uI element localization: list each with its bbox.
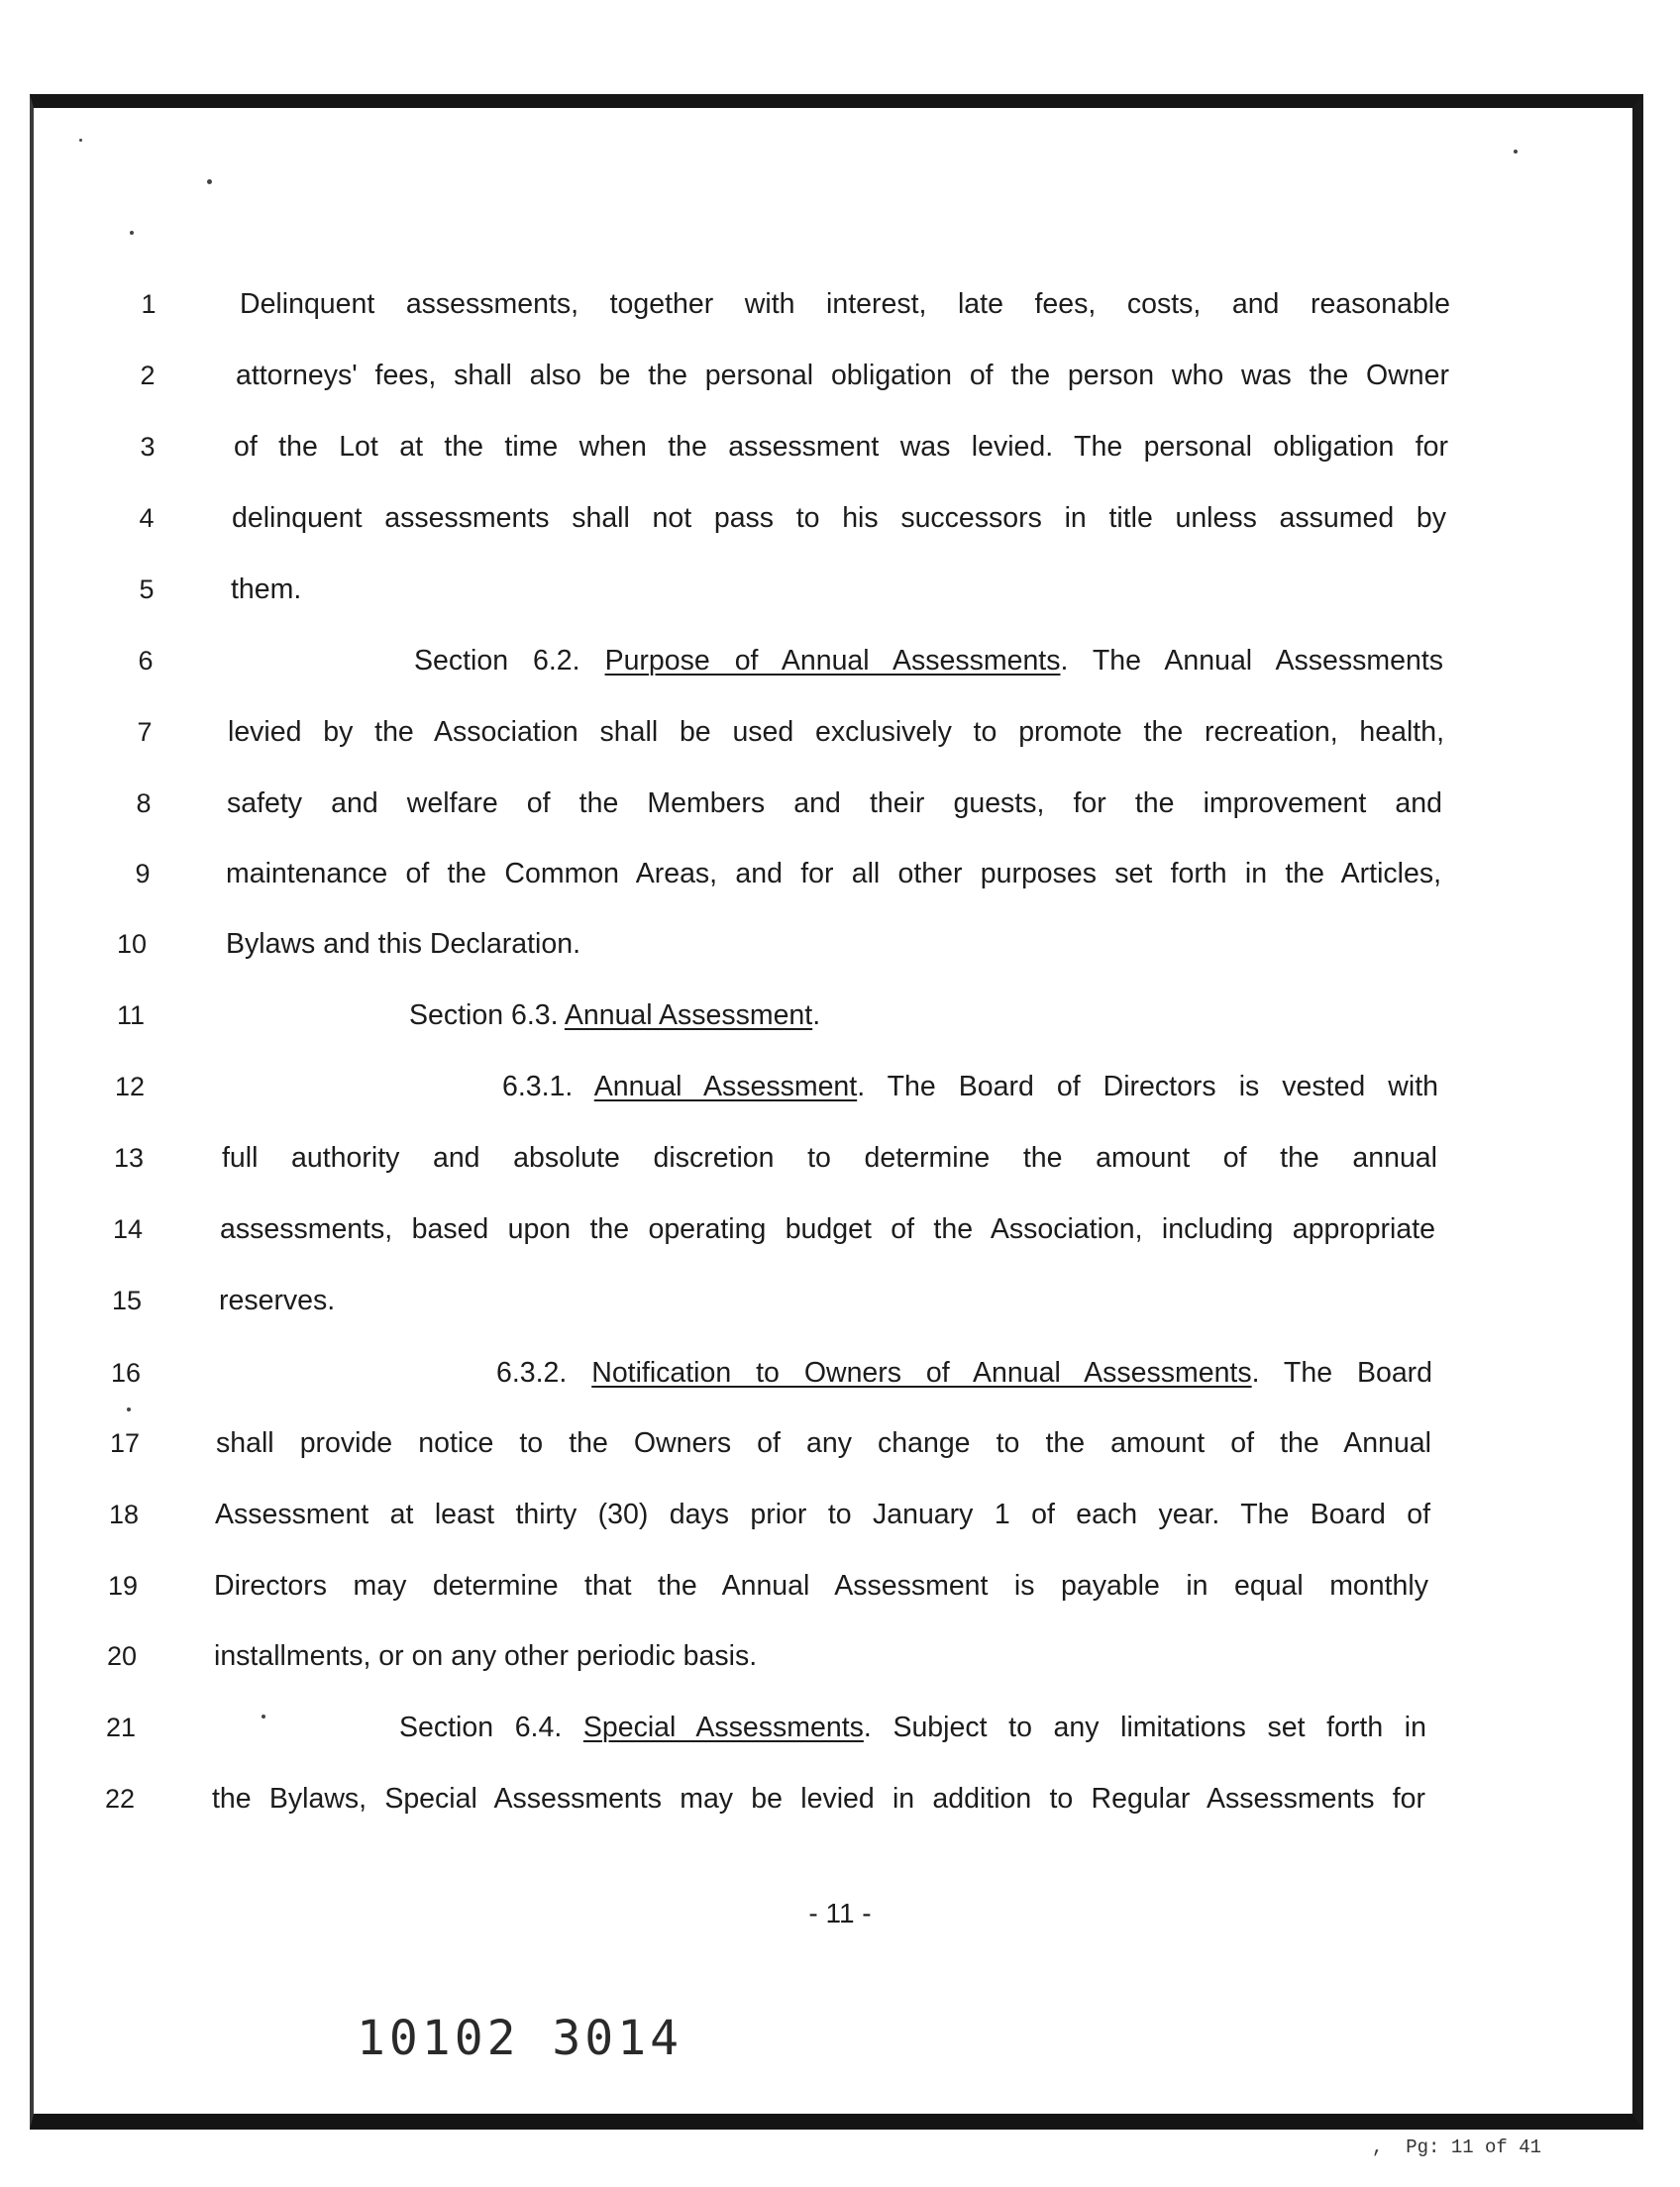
- line-text: them.: [231, 573, 302, 605]
- line-text: Delinquent assessments, together with interest, late fees, costs, and reasonable: [240, 288, 1450, 320]
- line-number: 18: [108, 1500, 140, 1529]
- section-label: Section 6.2.: [414, 645, 605, 677]
- document-line: [0, 1566, 1680, 1606]
- line-number: 21: [105, 1713, 137, 1742]
- document-line: [0, 783, 1680, 823]
- line-number: 1: [141, 289, 157, 319]
- document-line: [0, 1636, 1680, 1676]
- section-heading: Annual Assessment: [593, 1071, 858, 1102]
- scan-speck: [79, 139, 82, 142]
- document-line: [0, 570, 1680, 609]
- section-heading: Purpose of Annual Assessments: [604, 645, 1061, 677]
- line-number: 20: [106, 1641, 138, 1671]
- line-number: 2: [140, 361, 156, 390]
- line-text: [496, 1353, 1432, 1393]
- line-text: full authority and absolute discretion to determine the amount of the annual: [222, 1142, 1437, 1174]
- line-text: [409, 995, 820, 1035]
- line-text: Directors may determine that the Annual Assessment is payable in equal monthly: [214, 1570, 1428, 1602]
- scan-speck: [127, 1407, 131, 1411]
- line-number: 16: [110, 1358, 142, 1388]
- line-number: 5: [139, 574, 155, 604]
- line-number: 12: [114, 1072, 146, 1101]
- line-text: reserves.: [219, 1285, 336, 1316]
- line-number: 15: [111, 1286, 143, 1315]
- document-line: [0, 1779, 1680, 1819]
- line-text: [414, 641, 1443, 680]
- scan-speck: [207, 179, 212, 184]
- section-label: 6.3.2.: [496, 1357, 592, 1389]
- document-line: [0, 712, 1680, 752]
- document-line: [0, 1138, 1680, 1178]
- line-text: Bylaws and this Declaration.: [226, 928, 581, 960]
- section-heading: Annual Assessment: [564, 999, 813, 1031]
- page-number: - 11 -: [808, 1898, 872, 1928]
- line-number: 19: [107, 1571, 139, 1601]
- document-line: [0, 498, 1680, 538]
- document-line: [0, 427, 1680, 467]
- document-line: [0, 995, 1680, 1035]
- line-number: 10: [116, 929, 148, 959]
- line-number: 11: [116, 1000, 146, 1030]
- line-text: attorneys' fees, shall also be the personal obligation of the person who was the Owner: [236, 360, 1449, 391]
- document-line: [0, 1209, 1680, 1249]
- document-line: [0, 854, 1680, 893]
- section-label: Section 6.4.: [399, 1712, 583, 1743]
- scanned-page-border: [30, 94, 1643, 2130]
- section-text: .: [812, 999, 821, 1031]
- section-text: . The Annual Assessments: [1060, 645, 1443, 677]
- line-text: [502, 1067, 1438, 1106]
- document-line: [0, 356, 1680, 395]
- line-text: maintenance of the Common Areas, and for all other purposes set forth in the Articles,: [226, 858, 1441, 889]
- line-number: 8: [136, 788, 152, 818]
- document-line: [0, 641, 1680, 680]
- section-heading: Notification to Owners of Annual Assessments: [591, 1357, 1252, 1389]
- line-number: 22: [104, 1784, 136, 1814]
- section-label: Section 6.3.: [409, 999, 565, 1031]
- document-line: [0, 1353, 1680, 1393]
- document-line: [0, 1281, 1680, 1320]
- line-text: assessments, based upon the operating budget of the Association, including appropriate: [220, 1213, 1435, 1245]
- line-text: [399, 1708, 1426, 1747]
- line-text: delinquent assessments shall not pass to his successors in title unless assumed by: [232, 502, 1446, 534]
- line-number: 7: [137, 717, 153, 747]
- line-text: Assessment at least thirty (30) days prior to January 1 of each year. The Board of: [215, 1499, 1430, 1530]
- recording-number-stamp: 10102 3014: [357, 2011, 682, 2066]
- line-number: 17: [109, 1428, 141, 1458]
- line-text: of the Lot at the time when the assessment was levied. The personal obligation for: [234, 431, 1448, 463]
- section-text: . The Board of Directors is vested with: [857, 1071, 1438, 1102]
- document-line: [0, 1495, 1680, 1534]
- section-heading: Special Assessments: [582, 1712, 864, 1743]
- line-number: 3: [140, 432, 156, 462]
- document-line: [0, 1067, 1680, 1106]
- section-label: 6.3.1.: [502, 1071, 594, 1102]
- line-text: the Bylaws, Special Assessments may be levied in addition to Regular Assessments for: [212, 1783, 1425, 1815]
- document-line: [0, 1708, 1680, 1747]
- line-number: 13: [113, 1143, 145, 1173]
- line-number: 6: [138, 646, 154, 676]
- section-text: . Subject to any limitations set forth in: [863, 1712, 1426, 1743]
- document-line: [0, 1423, 1680, 1463]
- scan-speck: [1514, 150, 1518, 154]
- line-text: installments, or on any other periodic basis.: [214, 1640, 758, 1672]
- line-number: 9: [135, 859, 151, 888]
- page-counter: , Pg: 11 of 41: [1372, 2136, 1542, 2158]
- line-text: shall provide notice to the Owners of any change to the amount of the Annual: [216, 1427, 1431, 1459]
- section-text: . The Board: [1251, 1357, 1433, 1389]
- line-text: safety and welfare of the Members and their guests, for the improvement and: [227, 787, 1442, 819]
- document-line: [0, 924, 1680, 964]
- line-number: 14: [112, 1214, 144, 1244]
- scan-speck: [130, 231, 134, 235]
- document-line: [0, 284, 1680, 324]
- line-text: levied by the Association shall be used exclusively to promote the recreation, health,: [228, 716, 1444, 748]
- line-number: 4: [139, 503, 155, 533]
